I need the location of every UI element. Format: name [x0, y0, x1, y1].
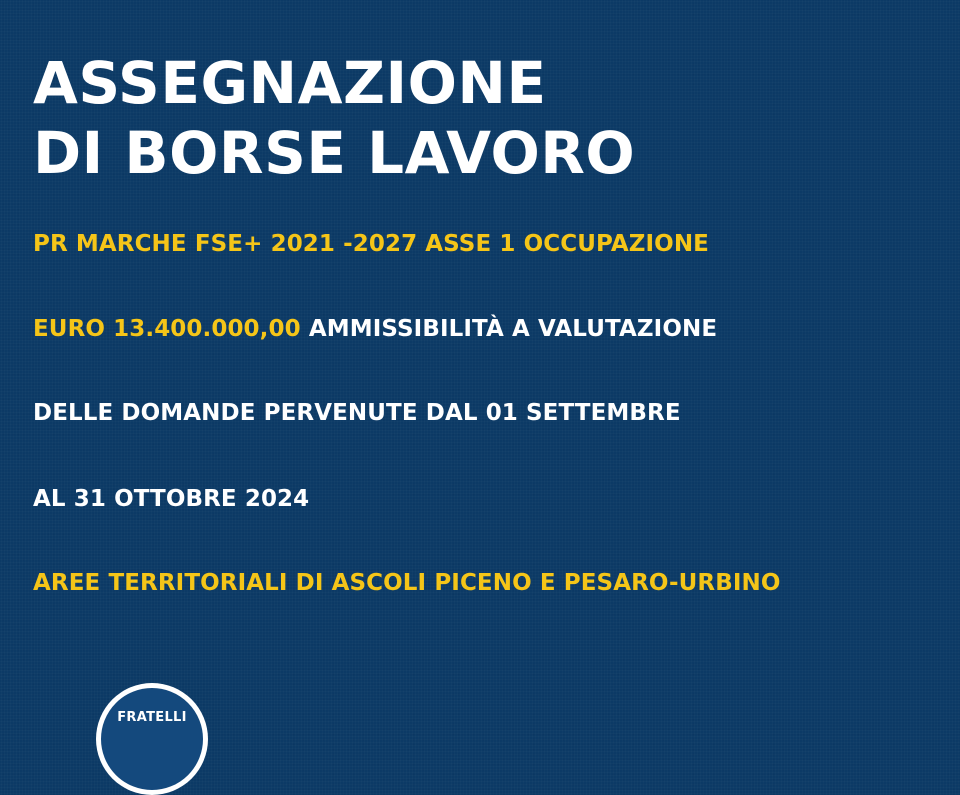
logo-inner — [99, 686, 205, 792]
logo-text: FRATELLI — [117, 710, 187, 725]
party-logo-icon — [96, 683, 208, 795]
headline-line-1: ASSEGNAZIONE — [33, 49, 547, 117]
headline-line-2: DI BORSE LAVORO — [33, 119, 636, 187]
headline — [33, 48, 635, 188]
amount-value: EURO 13.400.000,00 — [33, 316, 301, 342]
admissibility-text: AMMISSIBILITÀ A VALUTAZIONE — [300, 316, 718, 342]
areas-line: AREE TERRITORIALI DI ASCOLI PICENO E PESARO-URBINO — [33, 570, 781, 596]
amount-line — [33, 314, 717, 344]
applications-line: DELLE DOMANDE PERVENUTE DAL 01 SETTEMBRE — [33, 400, 681, 426]
program-line: PR MARCHE FSE+ 2021 -2027 ASSE 1 OCCUPAZIONE — [33, 231, 709, 257]
end-date-line: AL 31 OTTOBRE 2024 — [33, 486, 310, 512]
